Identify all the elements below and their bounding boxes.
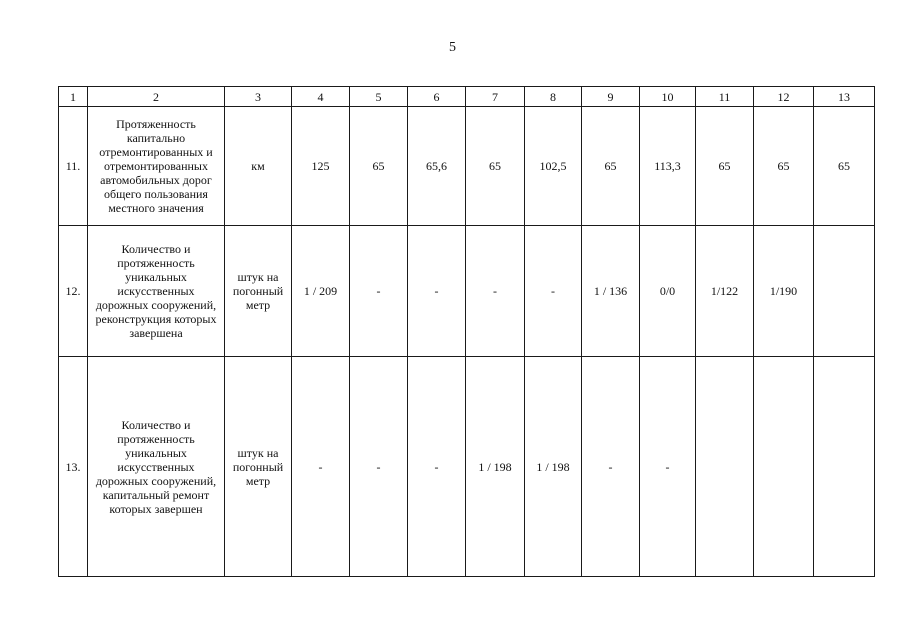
table-row (59, 107, 875, 226)
unit-cell: км (225, 107, 292, 226)
value-cell: - (640, 357, 696, 577)
value-cell: 113,3 (640, 107, 696, 226)
indicator-name: Протяженность капитально отремонтированных и отремонтированных автомобильных дорог общего пользования местного значения (88, 107, 225, 226)
value-cell (814, 357, 875, 577)
row-number: 12. (59, 226, 88, 357)
row-number: 13. (59, 357, 88, 577)
header-cell: 7 (466, 87, 525, 107)
value-cell (754, 357, 814, 577)
table-row (59, 357, 875, 577)
header-cell: 2 (88, 87, 225, 107)
value-cell: 1 / 209 (292, 226, 350, 357)
data-table (58, 86, 875, 577)
header-cell: 6 (408, 87, 466, 107)
value-cell: - (292, 357, 350, 577)
unit-cell: штук на погонный метр (225, 226, 292, 357)
header-cell: 3 (225, 87, 292, 107)
header-cell: 12 (754, 87, 814, 107)
value-cell: 1 / 136 (582, 226, 640, 357)
header-cell: 4 (292, 87, 350, 107)
value-cell: - (350, 226, 408, 357)
value-cell: - (582, 357, 640, 577)
page-number: 5 (449, 40, 456, 55)
table-row (59, 226, 875, 357)
header-cell: 11 (696, 87, 754, 107)
value-cell: 65 (696, 107, 754, 226)
header-cell: 9 (582, 87, 640, 107)
header-cell: 10 (640, 87, 696, 107)
header-cell: 1 (59, 87, 88, 107)
value-cell: 1/190 (754, 226, 814, 357)
value-cell (696, 357, 754, 577)
value-cell: 65 (582, 107, 640, 226)
value-cell: 0/0 (640, 226, 696, 357)
value-cell: - (408, 226, 466, 357)
value-cell: 65 (754, 107, 814, 226)
indicator-name: Количество и протяженность уникальных искусственных дорожных сооружений, реконструкция которых завершена (88, 226, 225, 357)
value-cell (814, 226, 875, 357)
value-cell: - (350, 357, 408, 577)
row-number: 11. (59, 107, 88, 226)
value-cell: 125 (292, 107, 350, 226)
header-cell: 8 (525, 87, 582, 107)
value-cell: - (408, 357, 466, 577)
header-cell: 13 (814, 87, 875, 107)
unit-cell: штук на погонный метр (225, 357, 292, 577)
value-cell: 65 (466, 107, 525, 226)
value-cell: 65 (814, 107, 875, 226)
value-cell: 1 / 198 (466, 357, 525, 577)
indicator-name: Количество и протяженность уникальных искусственных дорожных сооружений, капитальный ремонт которых завершен (88, 357, 225, 577)
value-cell: 65,6 (408, 107, 466, 226)
value-cell: 65 (350, 107, 408, 226)
value-cell: - (525, 226, 582, 357)
value-cell: 1 / 198 (525, 357, 582, 577)
value-cell: 1/122 (696, 226, 754, 357)
value-cell: - (466, 226, 525, 357)
header-cell: 5 (350, 87, 408, 107)
table-header-row (59, 87, 875, 107)
value-cell: 102,5 (525, 107, 582, 226)
